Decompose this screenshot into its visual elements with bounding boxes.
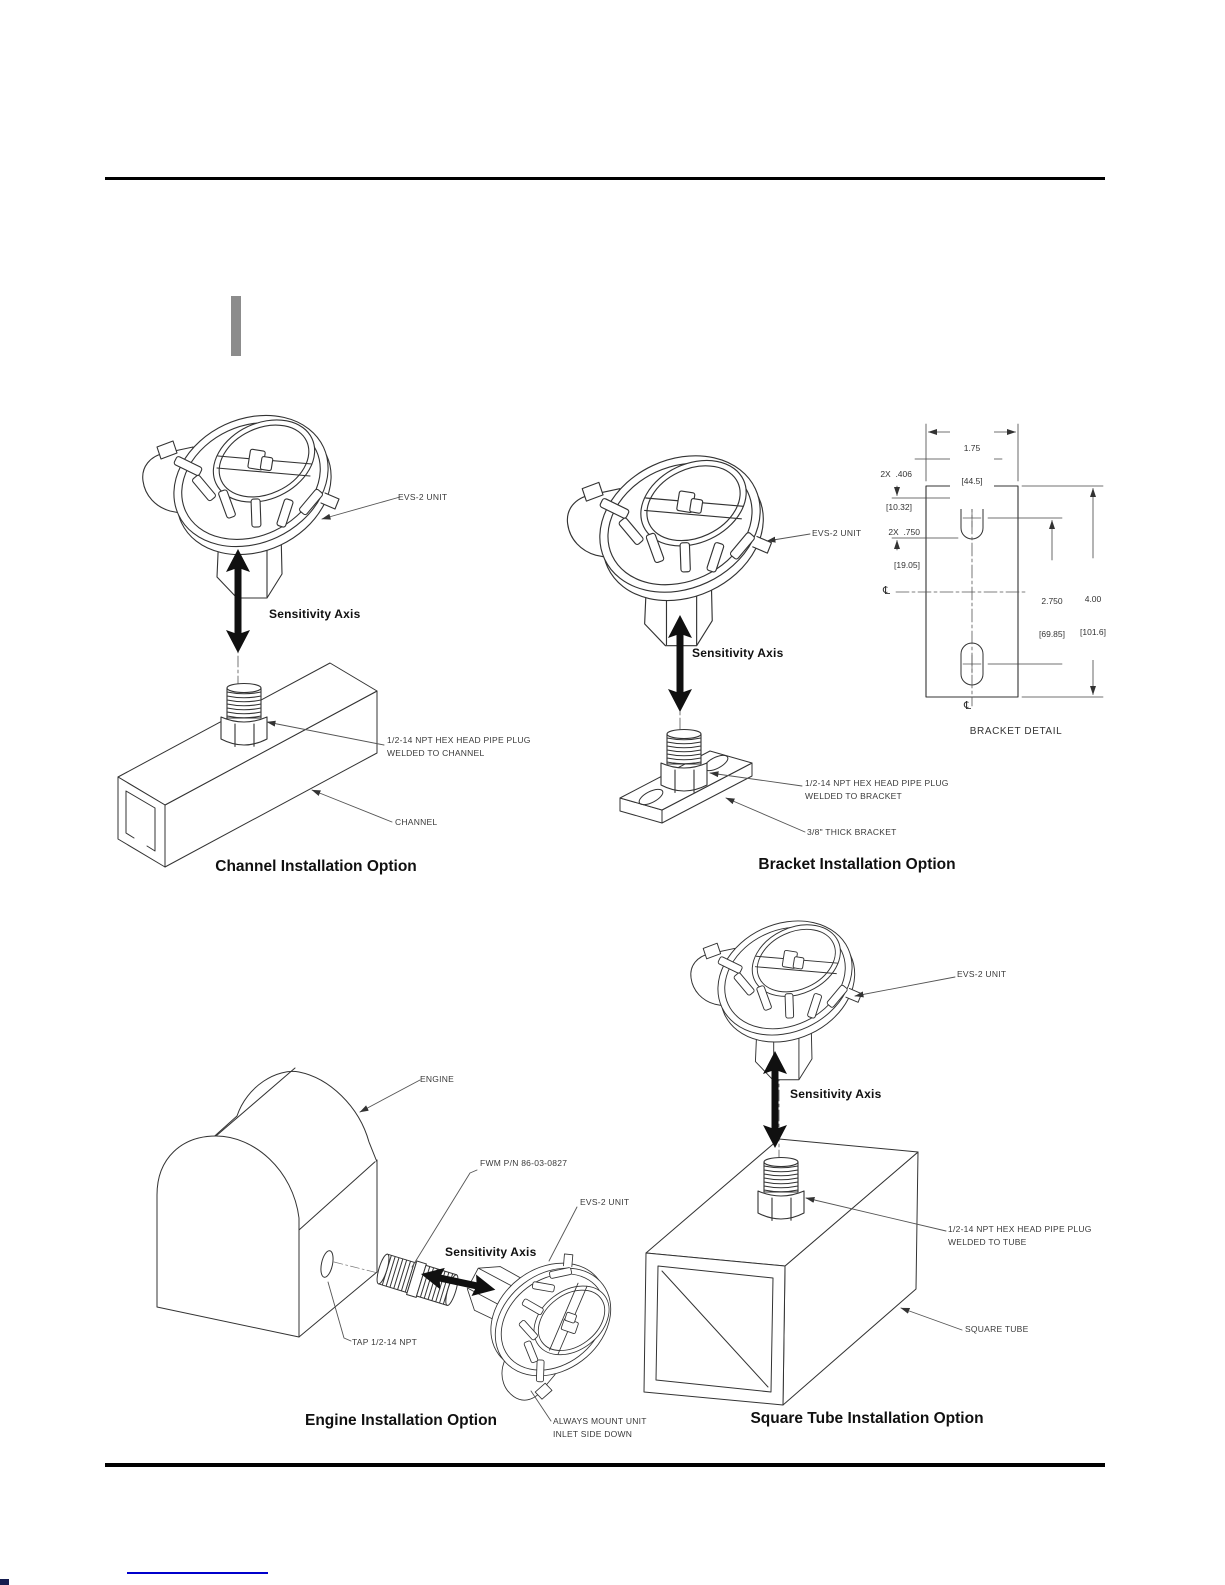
- evs2-unit-drawing: [567, 430, 785, 645]
- pipe-plug-drawing: [221, 684, 267, 747]
- leader-line: [726, 798, 805, 832]
- engine-option-title: Engine Installation Option: [304, 1412, 498, 1429]
- dimension-value: 2X .406: [880, 469, 912, 479]
- centerline-symbol: ℄: [883, 585, 891, 597]
- evs2-unit-drawing: [143, 391, 353, 598]
- square-tube-plug-note-line2: WELDED TO TUBE: [948, 1237, 1027, 1247]
- engine-label: ENGINE: [420, 1074, 455, 1084]
- bracket-thickness-label: 3/8" THICK BRACKET: [807, 827, 897, 837]
- square-tube-evs2-unit-label: EVS-2 UNIT: [957, 969, 1007, 979]
- dimension-value: 1.75: [963, 443, 981, 453]
- evs2-unit-drawing: [691, 900, 874, 1080]
- leader-line: [767, 534, 810, 541]
- engine-fitting-label: FWM P/N 86-03-0827: [480, 1158, 568, 1168]
- engine-drawing: [157, 1068, 386, 1337]
- dimension-value: 2X .750: [888, 527, 920, 537]
- centerline-symbol: ℄: [964, 700, 972, 712]
- page-corner-mark: [0, 1579, 9, 1585]
- square-tube-part-label: SQUARE TUBE: [965, 1324, 1029, 1334]
- channel-evs2-unit-label: EVS-2 UNIT: [398, 492, 448, 502]
- leader-line: [901, 1308, 962, 1330]
- engine-mount-note-line2: INLET SIDE DOWN: [553, 1429, 633, 1439]
- bracket-option-title: Bracket Installation Option: [758, 856, 956, 873]
- engine-sensitivity-axis-label: Sensitivity Axis: [445, 1245, 537, 1259]
- evs2-unit-drawing: [433, 1209, 652, 1429]
- dimension-value: 2.750: [1041, 596, 1063, 606]
- engine-mount-note-line1: ALWAYS MOUNT UNIT: [553, 1416, 647, 1426]
- channel-sensitivity-axis-label: Sensitivity Axis: [269, 607, 361, 621]
- dimension-value: [44.5]: [961, 476, 983, 486]
- leader-line: [549, 1207, 577, 1261]
- pipe-plug-drawing: [758, 1158, 804, 1221]
- leader-line: [855, 977, 955, 996]
- leader-line: [360, 1080, 420, 1112]
- bracket-plug-note-line2: WELDED TO BRACKET: [805, 791, 902, 801]
- bracket-detail-caption: BRACKET DETAIL: [969, 726, 1063, 737]
- square-tube-sensitivity-axis-label: Sensitivity Axis: [790, 1087, 882, 1101]
- dimension-value: 4.00: [1084, 594, 1102, 604]
- channel-option-title: Channel Installation Option: [215, 858, 417, 875]
- bottom-rule: [105, 1463, 1105, 1467]
- bracket-sensitivity-axis-label: Sensitivity Axis: [692, 646, 784, 660]
- detail-slot-length-dimension: [868, 505, 920, 593]
- engine-evs2-unit-label: EVS-2 UNIT: [580, 1197, 630, 1207]
- detail-height-dimension: [1068, 572, 1118, 660]
- pipe-plug-drawing: [661, 730, 707, 793]
- dimension-value: [101.6]: [1080, 627, 1106, 637]
- dimension-value: [69.85]: [1039, 629, 1065, 639]
- channel-plug-note-line1: 1/2-14 NPT HEX HEAD PIPE PLUG: [387, 735, 531, 745]
- engine-tap-label: TAP 1/2-14 NPT: [352, 1337, 418, 1347]
- bracket-evs2-unit-label: EVS-2 UNIT: [812, 528, 862, 538]
- bracket-detail-drawing: [892, 424, 1103, 706]
- leader-line: [312, 790, 392, 822]
- bracket-plug-note-line1: 1/2-14 NPT HEX HEAD PIPE PLUG: [805, 778, 949, 788]
- channel-plug-note-line2: WELDED TO CHANNEL: [387, 748, 485, 758]
- square-tube-option-title: Square Tube Installation Option: [750, 1410, 984, 1427]
- channel-part-label: CHANNEL: [395, 817, 438, 827]
- dimension-value: [19.05]: [894, 560, 920, 570]
- square-tube-plug-note-line1: 1/2-14 NPT HEX HEAD PIPE PLUG: [948, 1224, 1092, 1234]
- footer-link-underline[interactable]: [127, 1572, 268, 1574]
- dimension-value: [10.32]: [886, 502, 912, 512]
- detail-width-dimension: [950, 421, 994, 509]
